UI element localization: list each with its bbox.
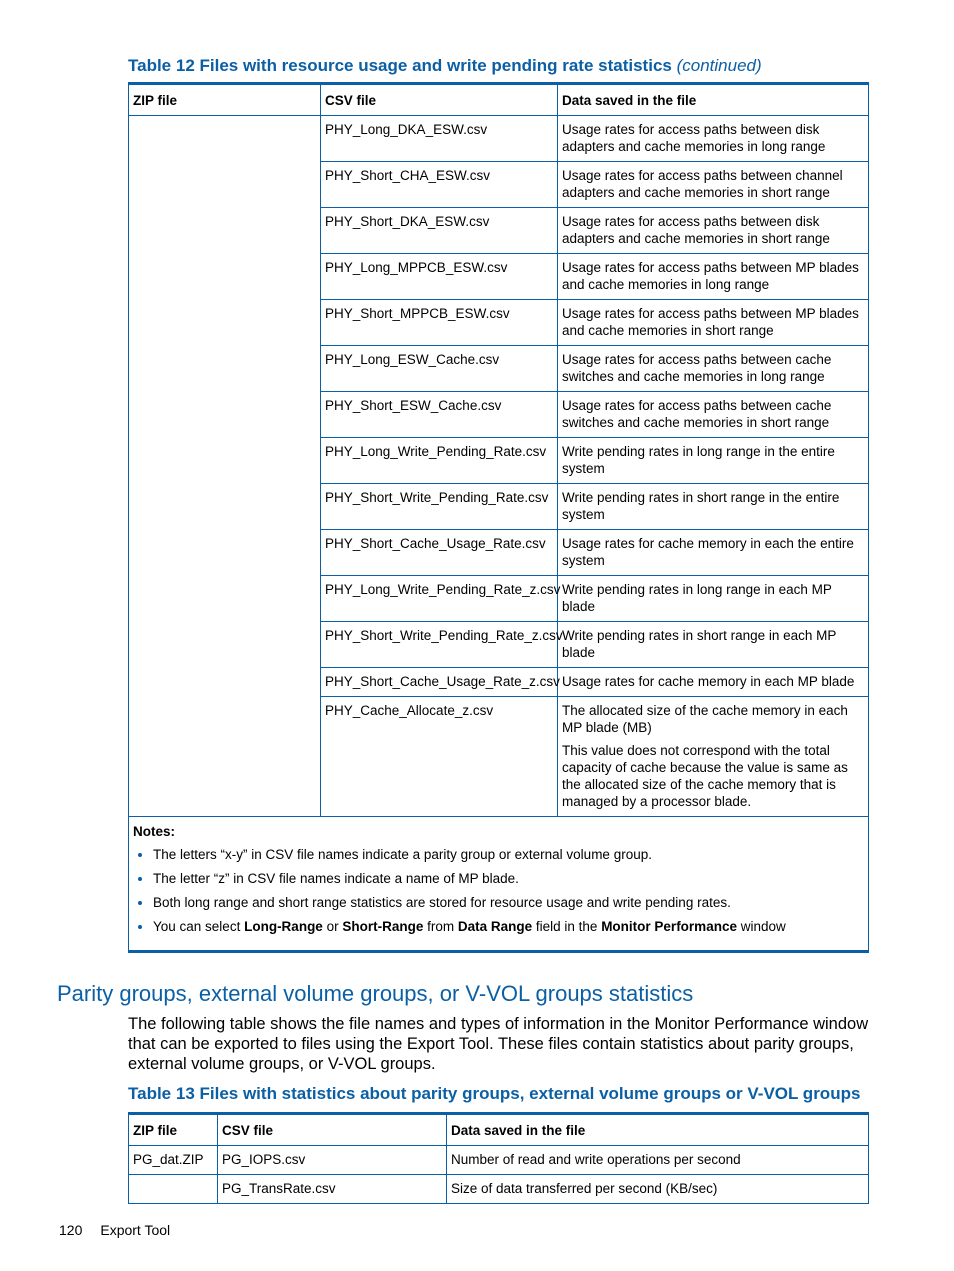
table-13 [128,1112,869,1204]
data-text: Usage rates for access paths between MP blades and cache memories in long range [562,260,859,292]
csv-cell: PHY_Long_ESW_Cache.csv [321,346,558,392]
col-header-csv: CSV file [218,1114,447,1146]
table-12-body [129,116,869,952]
long-range-term: Long-Range [244,919,323,934]
short-range-term: Short-Range [342,919,424,934]
table-12 [128,82,869,953]
bullet-icon [138,877,142,881]
csv-cell: PHY_Short_CHA_ESW.csv [321,162,558,208]
bullet-icon [138,901,142,905]
table-12-caption [128,56,762,76]
data-cell [558,484,869,530]
note-text: or [322,919,343,934]
col-header-data: Data saved in the file [558,84,869,116]
page-number: 120 [59,1222,83,1238]
zip-cell [129,116,321,817]
csv-cell: PHY_Long_MPPCB_ESW.csv [321,254,558,300]
note-text: You can select [153,919,245,934]
note-item [133,846,864,863]
data-cell [558,162,869,208]
data-cell [558,392,869,438]
data-cell [558,622,869,668]
data-range-term: Data Range [457,919,533,934]
caption-text: Table 12 Files with resource usage and write pending rate statistics [128,56,672,75]
notes-list [133,846,864,935]
note-text: The letters “x-y” in CSV file names indicate a parity group or external volume group. [153,847,652,862]
data-cell: Size of data transferred per second (KB/sec) [447,1175,869,1204]
zip-cell: PG_dat.ZIP [129,1146,218,1175]
bullet-icon [138,925,142,929]
data-cell [558,697,869,817]
data-text: Usage rates for access paths between disk adapters and cache memories in long range [562,122,826,154]
csv-cell: PHY_Short_Cache_Usage_Rate_z.csv [321,668,558,697]
footer-section-name: Export Tool [100,1222,171,1238]
col-header-zip: ZIP file [129,84,321,116]
notes-title: Notes: [133,824,176,839]
section-heading: Parity groups, external volume groups, or V-VOL groups statistics [57,981,694,1006]
csv-cell: PHY_Short_Cache_Usage_Rate.csv [321,530,558,576]
data-text: Usage rates for access paths between disk adapters and cache memories in short range [562,214,830,246]
note-text: window [736,919,786,934]
note-text: field in the [532,919,602,934]
data-cell [558,668,869,697]
csv-cell: PG_TransRate.csv [218,1175,447,1204]
data-cell: Number of read and write operations per second [447,1146,869,1175]
csv-cell: PHY_Long_DKA_ESW.csv [321,116,558,162]
note-text: from [423,919,458,934]
csv-cell: PHY_Short_MPPCB_ESW.csv [321,300,558,346]
csv-cell: PG_IOPS.csv [218,1146,447,1175]
data-text: Usage rates for access paths between cache switches and cache memories in short range [562,398,832,430]
notes-row [129,817,869,952]
table-row [129,116,869,162]
csv-cell: PHY_Cache_Allocate_z.csv [321,697,558,817]
intro-paragraph: The following table shows the file names and types of information in the Monitor Performance window that can be exported to files using the Export Tool. These files contain statistics about parity groups, external volume groups, or V-VOL groups. [128,1015,869,1073]
data-cell [558,254,869,300]
note-item [133,870,864,887]
data-text: Usage rates for access paths between cache switches and cache memories in long range [562,352,832,384]
data-text: Usage rates for access paths between MP blades and cache memories in short range [562,306,859,338]
data-cell [558,208,869,254]
data-cell [558,530,869,576]
monitor-performance-term: Monitor Performance [601,919,737,934]
bullet-icon [138,853,142,857]
data-text: Usage rates for access paths between channel adapters and cache memories in short range [562,168,843,200]
csv-cell: PHY_Short_DKA_ESW.csv [321,208,558,254]
note-text: Both long range and short range statistics are stored for resource usage and write pending rates. [153,895,731,910]
data-text: The allocated size of the cache memory in each MP blade (MB) [562,703,848,735]
data-cell [558,438,869,484]
data-text: Write pending rates in long range in each MP blade [562,582,832,614]
data-text: Write pending rates in short range in each MP blade [562,628,837,660]
csv-cell: PHY_Short_Write_Pending_Rate.csv [321,484,558,530]
col-header-zip: ZIP file [129,1114,218,1146]
data-text: Usage rates for cache memory in each the entire system [562,536,854,568]
csv-cell: PHY_Short_Write_Pending_Rate_z.csv [321,622,558,668]
note-item [133,918,864,935]
table-row [129,1146,869,1175]
zip-cell [129,1175,218,1204]
table-13-caption: Table 13 Files with statistics about parity groups, external volume groups or V-VOL groups [128,1084,861,1103]
col-header-csv: CSV file [321,84,558,116]
csv-cell: PHY_Long_Write_Pending_Rate_z.csv [321,576,558,622]
data-text: Usage rates for cache memory in each MP blade [562,674,855,689]
note-text: The letter “z” in CSV file names indicate a name of MP blade. [153,871,519,886]
table-row [129,1175,869,1204]
note-item [133,894,864,911]
data-text: Write pending rates in short range in the entire system [562,490,840,522]
csv-cell: PHY_Long_Write_Pending_Rate.csv [321,438,558,484]
data-cell [558,300,869,346]
page-footer [59,1222,188,1238]
data-cell [558,576,869,622]
notes-cell [129,817,869,952]
data-text: Write pending rates in long range in the entire system [562,444,835,476]
col-header-data: Data saved in the file [447,1114,869,1146]
csv-cell: PHY_Short_ESW_Cache.csv [321,392,558,438]
continued-label: (continued) [676,56,762,75]
data-extra-text: This value does not correspond with the total capacity of cache because the value is same as the allocated size of the cache memory that is managed by a processor blade. [562,743,848,809]
data-cell [558,116,869,162]
data-cell [558,346,869,392]
